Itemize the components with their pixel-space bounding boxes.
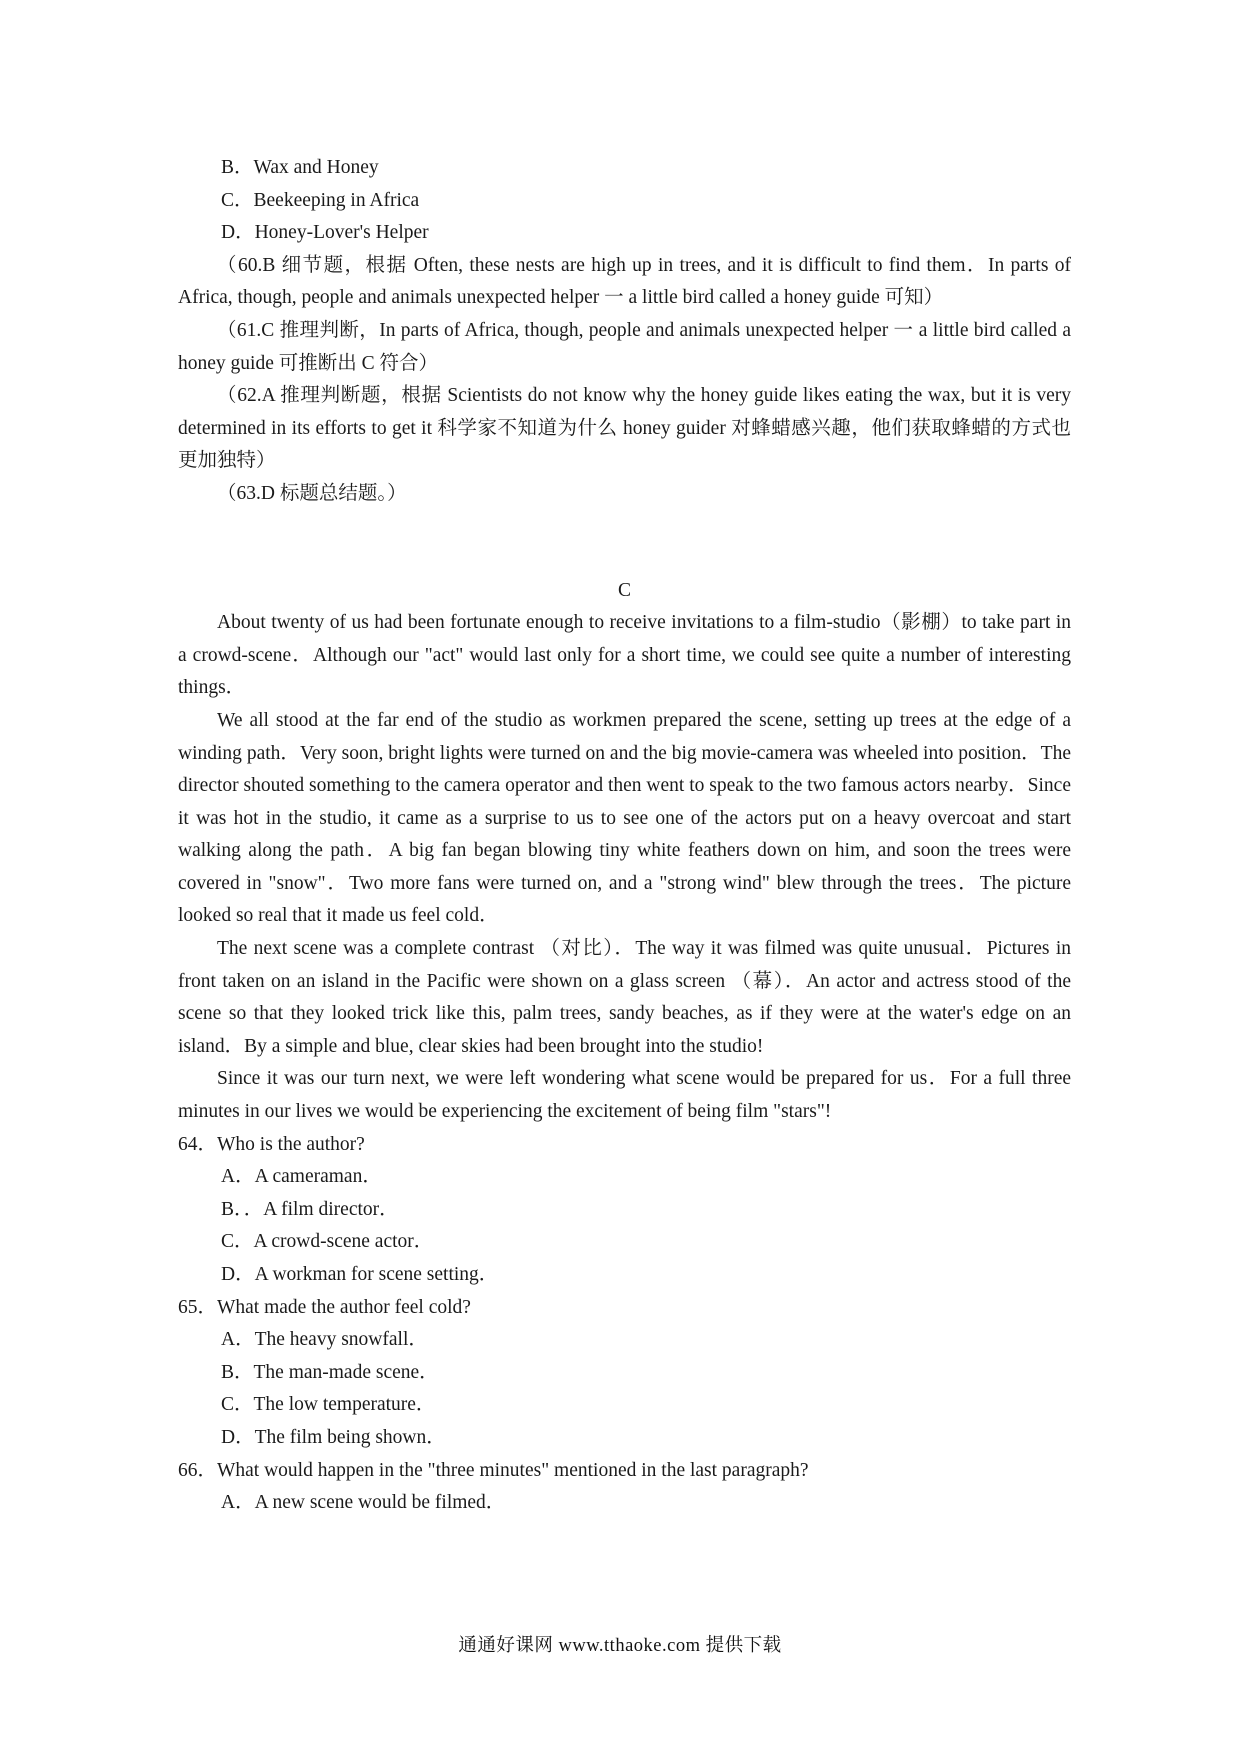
explanation-61: （61.C 推理判断，In parts of Africa, though, people and animals unexpected helper 一 a little bird called a honey guide 可推断出 C 符合） — [178, 319, 1071, 374]
question-65-option-b: B．The man-made scene． — [221, 1361, 439, 1383]
question-65-option-d: D．The film being shown． — [221, 1426, 446, 1448]
question-64-option-c: C．A crowd-scene actor． — [221, 1231, 434, 1253]
passage-paragraph-3: The next scene was a complete contrast （对比）．The way it was filmed was quite unusual．Pictures in front taken on an island in the Pacific were shown on a glass screen （幕）．An actor and actress stood of the scene so that they looked trick like this, palm trees, sandy beaches, as if they were at the water's edge on an island．By a simple and blue, clear skies had been brought into the studio! — [178, 938, 1071, 1057]
page-footer: 通通好课网 www.tthaoke.com 提供下载 — [458, 1636, 782, 1656]
explanation-62: （62.A 推理判断题，根据 Scientists do not know why the honey guide likes eating the wax, but it is very determined in its efforts to get it 科学家不知道为什么 honey guider 对蜂蜡感兴趣，他们获取蜂蜡的方式也更加独特） — [178, 385, 1071, 472]
section-heading: C — [617, 579, 631, 601]
passage-paragraph-2: We all stood at the far end of the studio as workmen prepared the scene, setting up trees at the edge of a winding path．Very soon, bright lights were turned on and the big movie-camera was wheeled into position．The director shouted something to the camera operator and then went to speak to the two famous actors nearby．Since it was hot in the studio, it came as a surprise to us to see one of the actors put on a heavy overcoat and start walking along the path．A big fan began blowing tiny white feathers down on him, and soon the trees were covered in "snow"．Two more fans were turned on, and a "strong wind" blew through the trees．The picture looked so real that it made us feel cold． — [178, 709, 1071, 927]
explanation-60: （60.B 细节题，根据 Often, these nests are high up in trees, and it is difficult to find them．In parts of Africa, though, people and animals unexpected helper 一 a little bird called a honey guide 可知） — [178, 254, 1071, 309]
question-64-stem: 64．Who is the author? — [178, 1133, 365, 1155]
option-b-title: B．Wax and Honey — [221, 157, 379, 178]
question-64-option-d: D．A workman for scene setting． — [221, 1264, 499, 1285]
option-d-title: D．Honey-Lover's Helper — [221, 222, 429, 244]
question-65-stem: 65．What made the author feel cold? — [178, 1296, 471, 1318]
option-c-title: C．Beekeeping in Africa — [221, 189, 420, 211]
question-66-option-a: A．A new scene would be filmed． — [221, 1492, 506, 1514]
question-66-stem: 66．What would happen in the "three minutes" mentioned in the last paragraph? — [178, 1459, 809, 1481]
section-gap — [178, 511, 1071, 575]
passage-paragraph-1: About twenty of us had been fortunate enough to receive invitations to a film-studio（影棚）to take part in a crowd-scene．Although our "act" would last only for a short time, we could see quite a number of interesting things． — [178, 612, 1071, 699]
question-64-option-b: B．．A film director． — [221, 1198, 399, 1220]
page-content — [178, 152, 1071, 1520]
question-65-option-a: A．The heavy snowfall． — [221, 1329, 428, 1351]
explanation-63: （63.D 标题总结题。） — [217, 482, 407, 504]
question-64-option-a: A．A cameraman． — [221, 1166, 382, 1188]
passage-paragraph-4: Since it was our turn next, we were left wondering what scene would be prepared for us．For a full three minutes in our lives we would be experiencing the excitement of being film "stars"! — [178, 1068, 1071, 1123]
question-65-option-c: C．The low temperature． — [221, 1394, 436, 1416]
